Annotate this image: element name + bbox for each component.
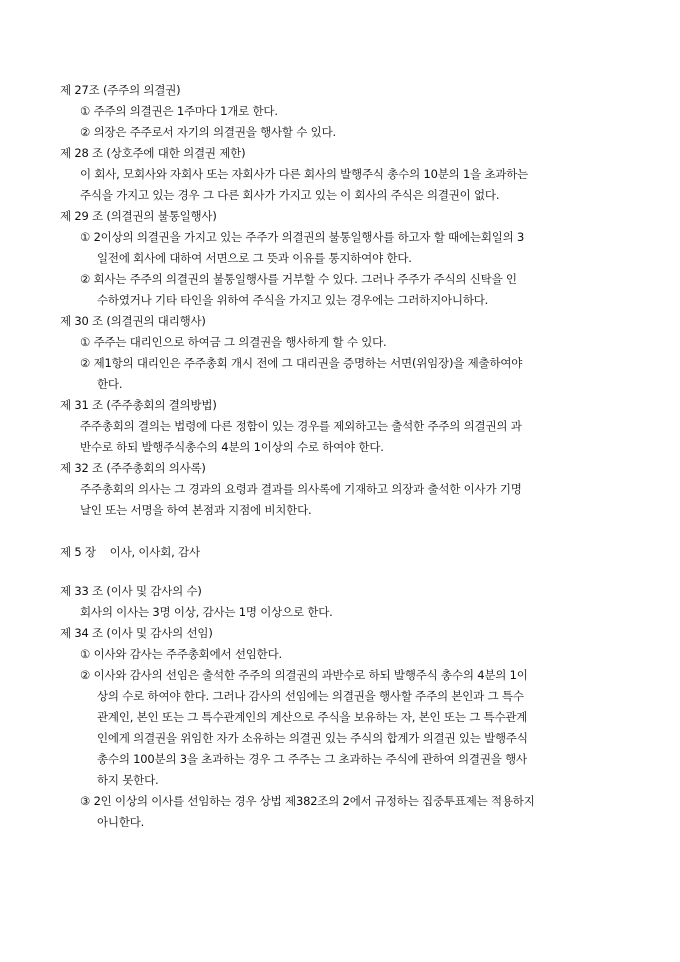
article-31-line-2: 반수로 하되 발행주식총수의 4분의 1이상의 수로 하여야 한다. [80,440,384,454]
article-34-para-2-line-3: 관계인, 본인 또는 그 특수관계인의 계산으로 주식을 보유하는 자, 본인 또는 그 특수관계 [97,710,528,724]
article-27-heading: 제 27조 (주주의 의결권) [60,83,181,97]
article-28-line-1: 이 회사, 모회사와 자회사 또는 자회사가 다른 회사의 발행주식 총수의 10분의 1을 초과하는 [80,167,529,181]
article-34-para-1: ① 이사와 감사는 주주총회에서 선임한다. [80,647,282,661]
article-31-heading: 제 31 조 (주주총회의 결의방법) [60,398,217,412]
article-34-para-2-line-5: 총수의 100분의 3을 초과하는 경우 그 주주는 그 초과하는 주식에 관하여 의결권을 행사 [97,752,527,766]
article-29-para-1-line-2: 일전에 회사에 대하여 서면으로 그 뜻과 이유를 통지하여야 한다. [97,251,412,265]
article-28-heading: 제 28 조 (상호주에 대한 의결권 제한) [60,146,246,160]
article-29-para-1-line-1: ① 2이상의 의결권을 가지고 있는 주주가 의결권의 불통일행사를 하고자 할 때에는회일의 3 [80,230,525,244]
article-34-para-3-line-2: 아니한다. [97,815,145,829]
article-32-heading: 제 32 조 (주주총회의 의사록) [60,461,206,475]
article-31-line-1: 주주총회의 결의는 법령에 다른 정함이 있는 경우를 제외하고는 출석한 주주의 의결권의 과 [80,419,522,433]
article-29-para-2-line-1: ② 회사는 주주의 의결권의 불통일행사를 거부할 수 있다. 그러나 주주가 주식의 신탁을 인 [80,272,517,286]
article-30-para-2-line-1: ② 제1항의 대리인은 주주총회 개시 전에 그 대리권을 증명하는 서면(위임장)을 제출하여야 [80,356,523,370]
article-29-para-2-line-2: 수하였거나 기타 타인을 위하여 주식을 가지고 있는 경우에는 그러하지아니하다. [97,293,489,307]
article-30-heading: 제 30 조 (의결권의 대리행사) [60,314,206,328]
article-34-para-2-line-2: 상의 수로 하여야 한다. 그러나 감사의 선임에는 의결권을 행사할 주주의 본인과 그 특수 [97,689,524,703]
article-30-para-1: ① 주주는 대리인으로 하여금 그 의결권을 행사하게 할 수 있다. [80,335,387,349]
article-33-line-1: 회사의 이사는 3명 이상, 감사는 1명 이상으로 한다. [80,605,333,619]
article-34-heading: 제 34 조 (이사 및 감사의 선임) [60,626,213,640]
article-34-para-2-line-1: ② 이사와 감사의 선임은 출석한 주주의 의결권의 과반수로 하되 발행주식 총수의 4분의 1이 [80,668,528,682]
article-34-para-3-line-1: ③ 2인 이상의 이사를 선임하는 경우 상법 제382조의 2에서 규정하는 집중투표제는 적용하지 [80,794,535,808]
article-27-para-2: ② 의장은 주주로서 자기의 의결권을 행사할 수 있다. [80,125,336,139]
article-32-line-2: 날인 또는 서명을 하여 본점과 지점에 비치한다. [80,503,312,517]
article-27-para-1: ① 주주의 의결권은 1주마다 1개로 한다. [80,104,278,118]
article-29-heading: 제 29 조 (의결권의 불통일행사) [60,209,217,223]
article-32-line-1: 주주총회의 의사는 그 경과의 요령과 결과를 의사록에 기재하고 의장과 출석한 이사가 기명 [80,482,522,496]
article-28-line-2: 주식을 가지고 있는 경우 그 다른 회사가 가지고 있는 이 회사의 주식은 의결권이 없다. [80,188,500,202]
article-33-heading: 제 33 조 (이사 및 감사의 수) [60,584,202,598]
article-34-para-2-line-4: 인에게 의결권을 위임한 자가 소유하는 의결권 있는 주식의 합계가 의결권 있는 발행주식 [97,731,528,745]
article-34-para-2-line-6: 하지 못한다. [97,773,159,787]
chapter-5-title: 제 5 장 이사, 이사회, 감사 [60,545,200,559]
article-30-para-2-line-2: 한다. [97,377,123,391]
